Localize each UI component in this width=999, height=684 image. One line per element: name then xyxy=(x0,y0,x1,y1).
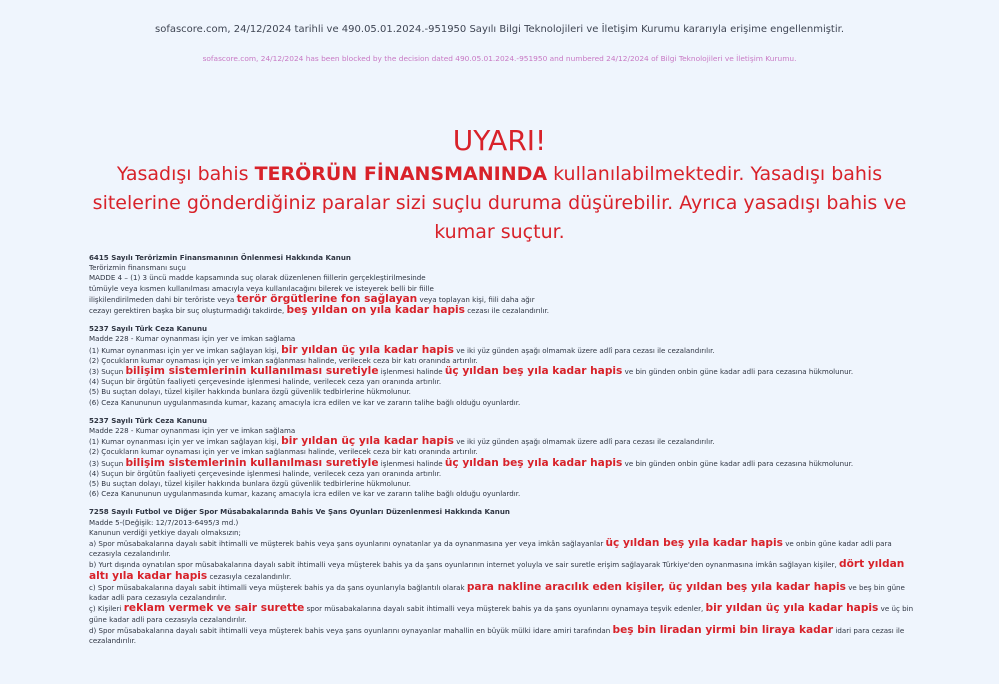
law-text: (3) Suçun xyxy=(89,458,124,468)
block-notice-turkish: sofascore.com, 24/12/2024 tarihli ve 490.05.01.2024.-951950 Sayılı Bilgi Teknolojileri ve İletişim Kurumu kararıyla erişime engellenmiştir. xyxy=(154,24,845,35)
law-text: ve bin günden onbin güne kadar adli para cezasına hükmolunur. xyxy=(624,458,854,468)
law-title: 6415 Sayılı Terörizmin Finansmanının Önlenmesi Hakkında Kanun xyxy=(89,253,351,262)
law-text: işlenmesi halinde xyxy=(380,458,443,468)
law-text: ve onbin güne kadar adli para cezasıyla cezalandırılır. xyxy=(89,539,892,559)
law-line xyxy=(89,582,919,603)
law-line: tümüyle veya kısmen kullanılması amacıyla veya kullanılacağını bilerek ve isteyerek belli bir fiille xyxy=(89,283,434,293)
law-line: (4) Suçun bir örgütün faaliyeti çerçevesinde işlenmesi halinde, verilecek ceza yarı oranında artırılır. xyxy=(89,468,442,478)
highlight-text: bir yıldan üç yıla kadar hapis xyxy=(281,343,454,356)
law-text: ve bin günden onbin güne kadar adli para cezasına hükmolunur. xyxy=(624,367,854,377)
highlight-text: bir yıldan üç yıla kadar hapis xyxy=(281,435,454,448)
law-5237-first xyxy=(89,324,919,408)
law-5237-second xyxy=(89,416,919,500)
law-text: b) Yurt dışında oynatılan spor müsabakalarına dayalı sabit ihtimalli veya müşterek bahis ya da şans oyunlarının internet yoluyla ve sair suretle erişim sağlayarak Türkiye'den oynanmasına imkân sağlayan kişiler, xyxy=(89,560,837,570)
law-text: ilişkilendirilmeden dahi bir teröriste veya xyxy=(89,294,235,304)
law-text: c) Spor müsabakalarına dayalı sabit ihtimalli veya müşterek bahis ya da şans oyunlarıyla bağlantılı olarak xyxy=(89,582,465,592)
law-line: (2) Çocukların kumar oynaması için yer ve imkan sağlanması halinde, verilecek ceza bir katı oranında artırılır. xyxy=(89,355,478,365)
law-line xyxy=(89,458,919,469)
law-line xyxy=(89,305,919,316)
law-text: (1) Kumar oynanması için yer ve imkan sağlayan kişi, xyxy=(89,437,279,447)
warning-text-pre: Yasadışı bahis xyxy=(116,163,255,185)
law-text: veya toplayan kişi, fiili daha ağır xyxy=(419,294,535,304)
law-line: Madde 5-(Değişik: 12/7/2013-6495/3 md.) xyxy=(89,517,239,527)
law-text: cezayı gerektiren başka bir suç oluşturmadığı takdirde, xyxy=(89,306,285,316)
law-line xyxy=(89,559,919,581)
highlight-text: beş yıldan on yıla kadar hapis xyxy=(286,304,465,317)
law-line xyxy=(89,625,919,646)
law-text: ve üç bin güne kadar adli para cezasıyla cezalandırılır. xyxy=(89,604,914,624)
highlight-text: para nakline aracılık eden kişiler, üç yıldan beş yıla kadar hapis xyxy=(466,580,846,593)
highlight-text: üç yıldan beş yıla kadar hapis xyxy=(444,456,623,469)
law-text: spor müsabakalarına dayalı sabit ihtimalli veya müşterek bahis ya da şans oyunlarını oynamaya teşvik edenler, xyxy=(306,604,704,614)
law-text: cezasıyla cezalandırılır. xyxy=(209,571,292,581)
law-line: (4) Suçun bir örgütün faaliyeti çerçevesinde işlenmesi halinde, verilecek ceza yarı oranında artırılır. xyxy=(89,377,442,387)
law-text: cezası ile cezalandırılır. xyxy=(467,306,550,316)
law-text: (1) Kumar oynanması için yer ve imkan sağlayan kişi, xyxy=(89,345,279,355)
highlight-text: üç yıldan beş yıla kadar hapis xyxy=(605,537,783,550)
law-text: işlenmesi halinde xyxy=(380,367,443,377)
highlight-text: reklam vermek ve sair surette xyxy=(123,602,305,615)
law-text: ve beş bin güne kadar adli para cezasıyla cezalandırılır. xyxy=(89,582,905,603)
law-texts xyxy=(89,253,919,654)
law-text: d) Spor müsabakalarına dayalı sabit ihtimalli veya müşterek bahis veya şans oyunlarını oynayanlar mahallin en büyük mülki idare amiri tarafından xyxy=(89,625,611,635)
law-line: (5) Bu suçtan dolayı, tüzel kişiler hakkında bunlara özgü güvenlik tedbirlerine hükmolunur. xyxy=(89,387,411,397)
law-line: Madde 228 - Kumar oynanması için yer ve imkan sağlama xyxy=(89,334,296,344)
highlight-text: terör örgütlerine fon sağlayan xyxy=(236,292,418,305)
law-line xyxy=(89,538,919,559)
highlight-text: üç yıldan beş yıla kadar hapis xyxy=(444,365,623,378)
law-line xyxy=(89,603,919,624)
highlight-text: bir yıldan üç yıla kadar hapis xyxy=(705,602,879,615)
warning-text xyxy=(80,160,919,247)
law-line: (2) Çocukların kumar oynaması için yer ve imkan sağlanması halinde, verilecek ceza bir katı oranında artırılır. xyxy=(89,447,478,457)
law-line xyxy=(89,366,919,377)
highlight-text: bilişim sistemlerinin kullanılması suretiyle xyxy=(125,365,379,378)
law-text: idari para cezası ile cezalandırılır. xyxy=(89,625,905,645)
highlight-text: dört yıldan altı yıla kadar hapis xyxy=(89,558,905,582)
law-line: MADDE 4 – (1) 3 üncü madde kapsamında suç olarak düzenlenen fiillerin gerçekleştirilmesinde xyxy=(89,273,426,283)
law-text: (3) Suçun xyxy=(89,367,124,377)
law-line: (6) Ceza Kanununun uygulanmasında kumar, kazanç amacıyla icra edilen ve kar ve zararın talihe bağlı olduğu oyunlardır. xyxy=(89,489,521,499)
warning-text-post: kullanılabilmektedir. Yasadışı bahis sitelerine gönderdiğiniz paralar sizi suçlu duruma düşürebilir. Ayrıca yasadışı bahis ve kumar suçtur. xyxy=(92,163,907,243)
warning-text-bold: TERÖRÜN FİNANSMANINDA xyxy=(254,163,548,185)
law-7258 xyxy=(89,507,919,646)
warning-title: UYARI! xyxy=(452,124,547,157)
law-line: (6) Ceza Kanununun uygulanmasında kumar, kazanç amacıyla icra edilen ve kar ve zararın talihe bağlı olduğu oyunlardır. xyxy=(89,397,521,407)
law-text: ç) Kişileri xyxy=(89,604,122,614)
law-line: (5) Bu suçtan dolayı, tüzel kişiler hakkında bunlara özgü güvenlik tedbirlerine hükmolunur. xyxy=(89,479,411,489)
law-line xyxy=(89,436,919,447)
law-6415 xyxy=(89,253,919,316)
law-line: Madde 228 - Kumar oynanması için yer ve imkan sağlama xyxy=(89,426,296,436)
law-line: Kanunun verdiği yetkiye dayalı olmaksızın; xyxy=(89,527,241,537)
law-title: 5237 Sayılı Türk Ceza Kanunu xyxy=(89,324,208,334)
law-line xyxy=(89,345,919,356)
law-line xyxy=(89,294,919,305)
law-line: Terörizmin finansmanı suçu xyxy=(89,263,186,273)
law-text: a) Spor müsabakalarına dayalı sabit ihtimalli ve müşterek bahis veya şans oyunlarını oynatanlar ya da oynanmasına yer veya imkân sağlayanlar xyxy=(89,539,604,549)
law-title: 5237 Sayılı Türk Ceza Kanunu xyxy=(89,415,208,425)
law-text: ve iki yüz günden aşağı olmamak üzere adlî para cezası ile cezalandırılır. xyxy=(456,437,715,447)
highlight-text: beş bin liradan yirmi bin liraya kadar xyxy=(612,623,834,636)
highlight-text: bilişim sistemlerinin kullanılması suretiyle xyxy=(125,456,379,469)
law-title: 7258 Sayılı Futbol ve Diğer Spor Müsabakalarında Bahis Ve Şans Oyunları Düzenlenmesi Hakkında Kanun xyxy=(89,507,510,517)
block-notice-english: sofascore.com, 24/12/2024 has been blocked by the decision dated 490.05.01.2024.-951950 and numbered 24/12/2024 of Bilgi Teknolojileri ve İletişim Kurumu. xyxy=(202,54,797,63)
law-text: ve iki yüz günden aşağı olmamak üzere adlî para cezası ile cezalandırılır. xyxy=(456,345,715,355)
